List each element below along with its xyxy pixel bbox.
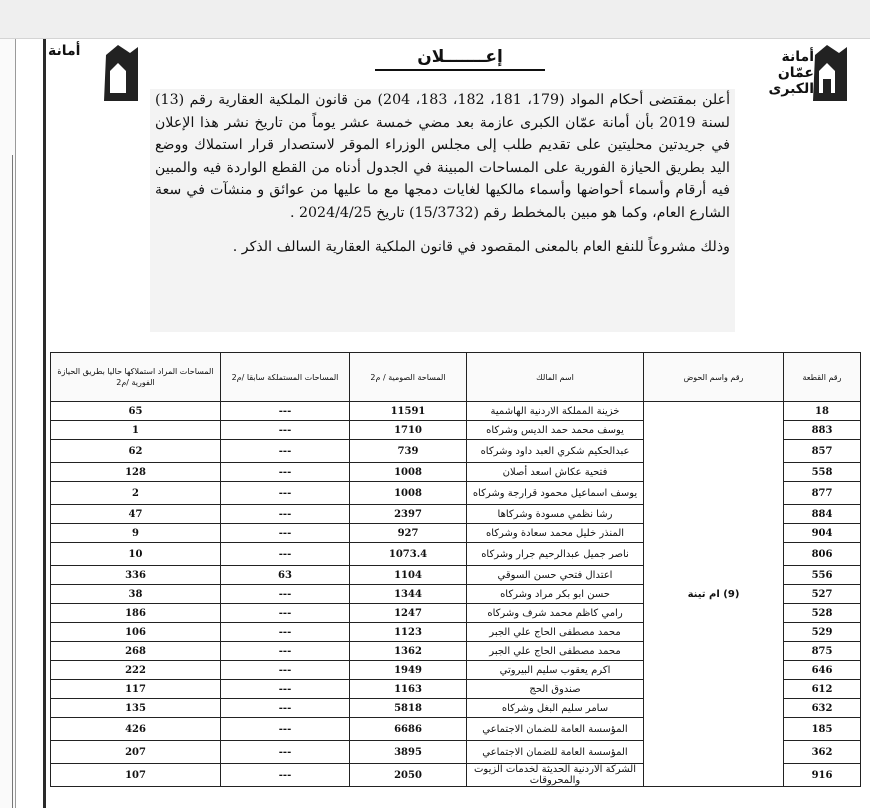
cell-plot-number: 875 <box>784 642 861 661</box>
cell-plot-number: 18 <box>784 402 861 421</box>
header-plot-number: رقم القطعة <box>784 353 861 402</box>
cell-owner-name: يوسف اسماعيل محمود قرارجة وشركاه <box>467 482 644 505</box>
cell-owner-name: المؤسسة العامة للضمان الاجتماعي <box>467 718 644 741</box>
cell-owner-name: خزينة المملكة الاردنية الهاشمية <box>467 402 644 421</box>
cell-plot-number: 362 <box>784 741 861 764</box>
cell-previous-area: --- <box>221 524 350 543</box>
cell-previous-area: --- <box>221 585 350 604</box>
cell-previous-area: --- <box>221 421 350 440</box>
cell-total-area: 1163 <box>350 680 467 699</box>
cell-total-area: 927 <box>350 524 467 543</box>
cell-required-area: 65 <box>51 402 221 421</box>
cell-owner-name: الشركة الاردنية الحديثة لخدمات الزيوت والمحروقات <box>467 764 644 787</box>
cell-previous-area: --- <box>221 661 350 680</box>
cell-required-area: 2 <box>51 482 221 505</box>
cell-plot-number: 877 <box>784 482 861 505</box>
cell-required-area: 62 <box>51 440 221 463</box>
cell-required-area: 10 <box>51 543 221 566</box>
cell-plot-number: 632 <box>784 699 861 718</box>
logo-text-left: أمانة <box>48 43 81 59</box>
cell-plot-number: 916 <box>784 764 861 787</box>
cell-owner-name: محمد مصطفى الحاج علي الجبر <box>467 623 644 642</box>
cell-basin-name: (9) ام تينة <box>644 402 784 787</box>
cell-plot-number: 806 <box>784 543 861 566</box>
panel-divider <box>12 155 13 808</box>
cell-required-area: 426 <box>51 718 221 741</box>
cell-total-area: 1073.4 <box>350 543 467 566</box>
cell-total-area: 1104 <box>350 566 467 585</box>
table-body <box>51 402 861 787</box>
amman-logo-right <box>755 41 850 105</box>
page-border-line <box>43 39 46 808</box>
cell-plot-number: 529 <box>784 623 861 642</box>
cell-total-area: 1949 <box>350 661 467 680</box>
table-header-row <box>51 353 861 402</box>
cell-plot-number: 646 <box>784 661 861 680</box>
cell-required-area: 222 <box>51 661 221 680</box>
cell-total-area: 1710 <box>350 421 467 440</box>
cell-total-area: 1008 <box>350 482 467 505</box>
scanned-document <box>20 39 870 808</box>
cell-total-area: 2050 <box>350 764 467 787</box>
cell-required-area: 9 <box>51 524 221 543</box>
amman-logo-left <box>44 41 139 105</box>
cell-plot-number: 857 <box>784 440 861 463</box>
announcement-title: إعـــــــلان <box>417 47 503 67</box>
cell-plot-number: 904 <box>784 524 861 543</box>
browser-top-bar <box>0 0 870 39</box>
cell-plot-number: 528 <box>784 604 861 623</box>
cell-owner-name: سامر سليم البغل وشركاه <box>467 699 644 718</box>
cell-required-area: 117 <box>51 680 221 699</box>
cell-owner-name: صندوق الحج <box>467 680 644 699</box>
cell-required-area: 107 <box>51 764 221 787</box>
cell-plot-number: 556 <box>784 566 861 585</box>
cell-owner-name: عبدالحكيم شكري العبد داود وشركاه <box>467 440 644 463</box>
cell-previous-area: --- <box>221 440 350 463</box>
cell-total-area: 1008 <box>350 463 467 482</box>
cell-previous-area: --- <box>221 543 350 566</box>
header-total-area: المساحة الصومية / م2 <box>350 353 467 402</box>
cell-total-area: 1344 <box>350 585 467 604</box>
cell-previous-area: --- <box>221 764 350 787</box>
cell-required-area: 186 <box>51 604 221 623</box>
cell-required-area: 106 <box>51 623 221 642</box>
header-previous-area: المساحات المستملكة سابقا /م2 <box>221 353 350 402</box>
cell-plot-number: 612 <box>784 680 861 699</box>
cell-total-area: 3895 <box>350 741 467 764</box>
cell-owner-name: يوسف محمد حمد الديس وشركاه <box>467 421 644 440</box>
cell-previous-area: --- <box>221 604 350 623</box>
cell-previous-area: --- <box>221 482 350 505</box>
side-panel <box>0 39 16 808</box>
cell-required-area: 268 <box>51 642 221 661</box>
logo-text-right: أمانة عمّان الكبرى <box>768 49 814 97</box>
title-underline <box>375 69 545 71</box>
cell-total-area: 5818 <box>350 699 467 718</box>
cell-previous-area: --- <box>221 699 350 718</box>
announcement-body <box>150 89 735 332</box>
cell-owner-name: المؤسسة العامة للضمان الاجتماعي <box>467 741 644 764</box>
cell-total-area: 6686 <box>350 718 467 741</box>
cell-owner-name: ناصر جميل عبدالرحيم جرار وشركاه <box>467 543 644 566</box>
cell-owner-name: المنذر خليل محمد سعادة وشركاه <box>467 524 644 543</box>
cell-required-area: 38 <box>51 585 221 604</box>
cell-total-area: 1362 <box>350 642 467 661</box>
cell-owner-name: حسن ابو بكر مراد وشركاه <box>467 585 644 604</box>
cell-total-area: 2397 <box>350 505 467 524</box>
header-basin: رقم واسم الحوض <box>644 353 784 402</box>
cell-required-area: 128 <box>51 463 221 482</box>
cell-required-area: 1 <box>51 421 221 440</box>
cell-required-area: 336 <box>51 566 221 585</box>
cell-previous-area: --- <box>221 402 350 421</box>
cell-plot-number: 527 <box>784 585 861 604</box>
announcement-paragraph-1: أعلن بمقتضى أحكام المواد (179، 181، 182، 183، 204) من قانون الملكية العقارية رقم (13) لسنة 2019 بأن أمانة عمّان الكبرى عازمة بعد مضي خمسة عشر يوماً من تاريخ نشر هذا الإعلان في جريدتين محليتين على تقديم طلب إلى مجلس الوزراء الموقر لاستصدار قرار استملاك ووضع اليد بطريق الحيازة الفورية على المساحات المبينة في الجدول أدناه من القطع الواردة فيه والمبين فيه أرقام وأسماء أحواضها وأسماء مالكيها لغايات دمجها مع ما عليها من عوائق و منشآت في سعة الشارع العام، وكما هو مبين بالمخطط رقم (15/3732) تاريخ 2024/4/25 . <box>155 92 731 221</box>
cell-plot-number: 185 <box>784 718 861 741</box>
cell-previous-area: --- <box>221 642 350 661</box>
cell-previous-area: --- <box>221 741 350 764</box>
expropriation-table <box>50 352 861 787</box>
cell-owner-name: اعتدال فتحي حسن السوقي <box>467 566 644 585</box>
table-row <box>51 402 861 421</box>
cell-previous-area: 63 <box>221 566 350 585</box>
cell-total-area: 1123 <box>350 623 467 642</box>
cell-previous-area: --- <box>221 623 350 642</box>
cell-previous-area: --- <box>221 680 350 699</box>
cell-required-area: 207 <box>51 741 221 764</box>
cell-previous-area: --- <box>221 505 350 524</box>
cell-required-area: 47 <box>51 505 221 524</box>
cell-owner-name: رامي كاظم محمد شرف وشركاه <box>467 604 644 623</box>
cell-total-area: 11591 <box>350 402 467 421</box>
announcement-paragraph-2: وذلك مشروعاً للنفع العام بالمعنى المقصود في قانون الملكية العقارية السالف الذكر . <box>232 239 730 255</box>
cell-plot-number: 558 <box>784 463 861 482</box>
cell-total-area: 739 <box>350 440 467 463</box>
cell-owner-name: محمد مصطفى الحاج علي الجبر <box>467 642 644 661</box>
cell-plot-number: 883 <box>784 421 861 440</box>
cell-total-area: 1247 <box>350 604 467 623</box>
cell-previous-area: --- <box>221 463 350 482</box>
header-owner-name: اسم المالك <box>467 353 644 402</box>
cell-previous-area: --- <box>221 718 350 741</box>
header-required-area: المساحات المراد استملاكها حاليا بطريق الحيازة الفورية /م2 <box>51 353 221 402</box>
cell-required-area: 135 <box>51 699 221 718</box>
cell-owner-name: فتحية عكاش اسعد أصلان <box>467 463 644 482</box>
cell-owner-name: رشا نظمي مسودة وشركاها <box>467 505 644 524</box>
cell-plot-number: 884 <box>784 505 861 524</box>
cell-owner-name: اكرم يعقوب سليم البيروتي <box>467 661 644 680</box>
